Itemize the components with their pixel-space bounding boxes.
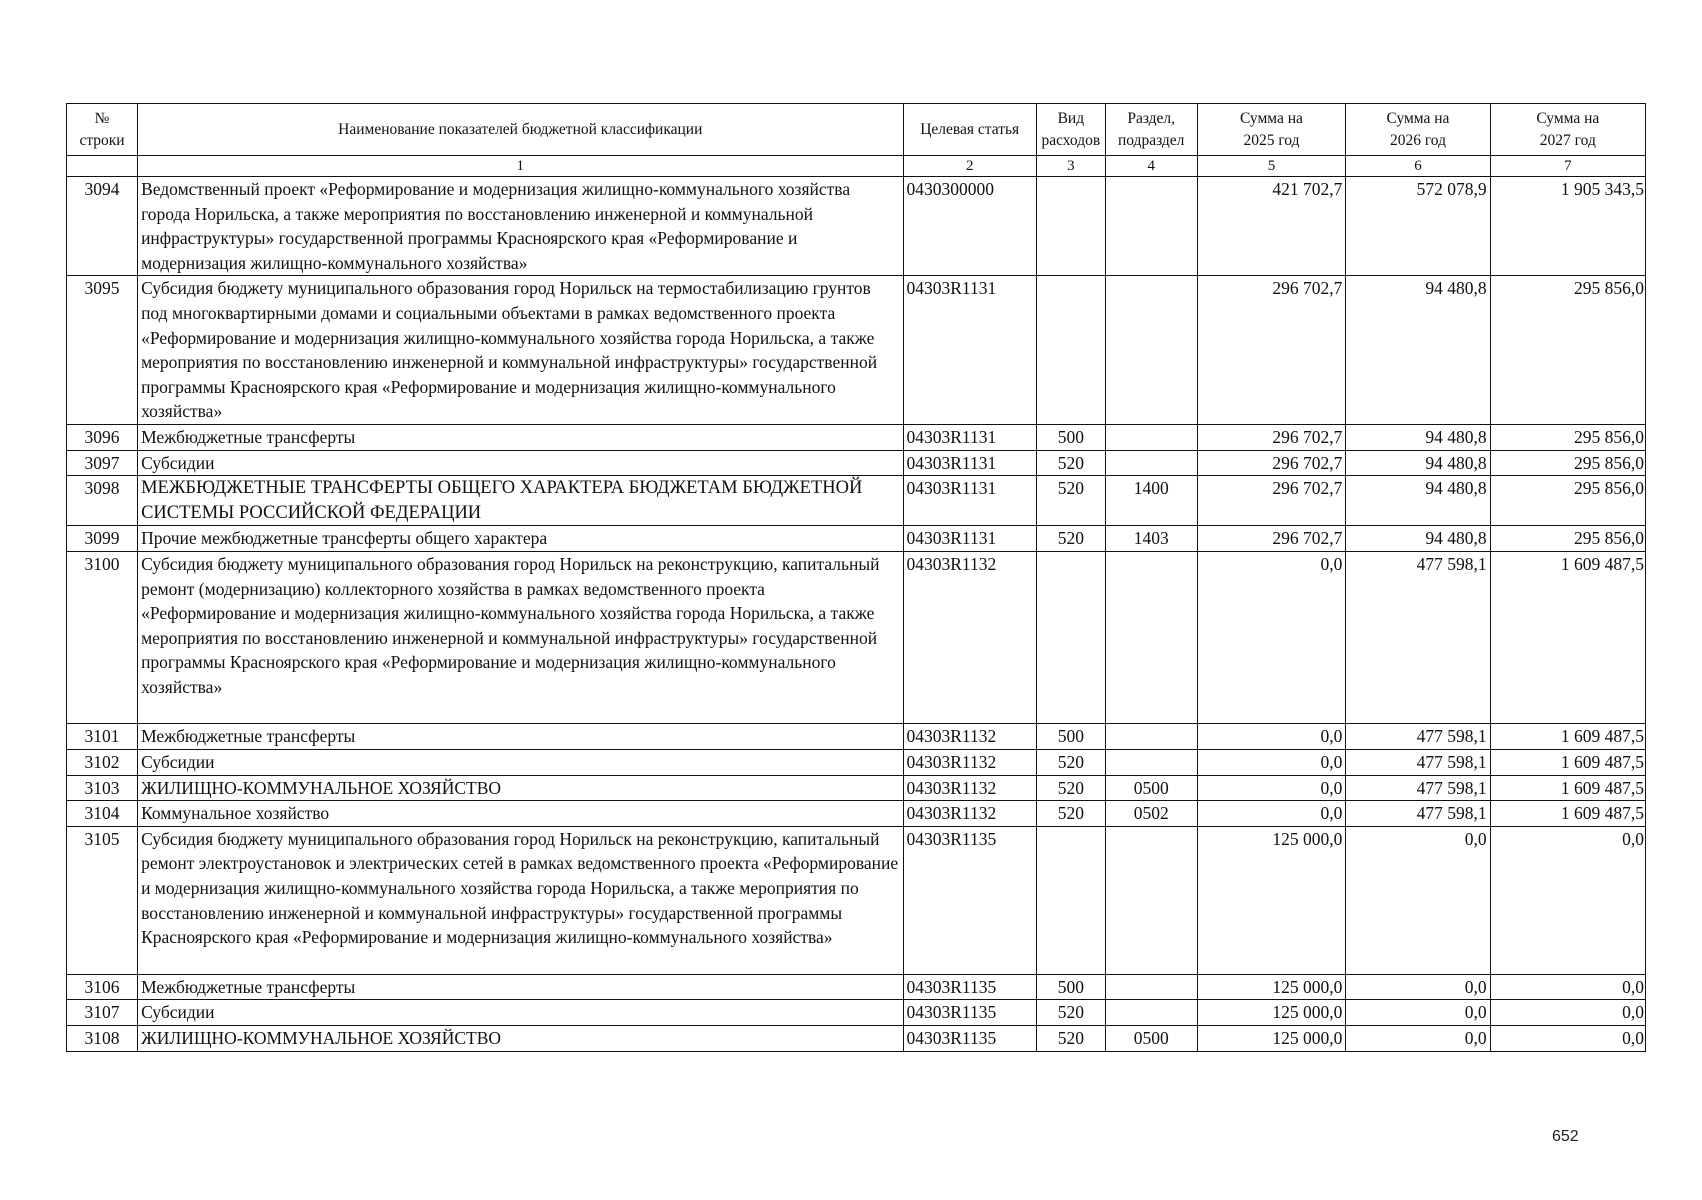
row-number: 3102	[67, 750, 138, 776]
row-target-article: 04303R1135	[903, 1026, 1036, 1052]
row-name: Межбюджетные трансферты	[138, 424, 903, 450]
row-number: 3104	[67, 801, 138, 827]
header-expense-type-bottom: расходов	[1041, 131, 1101, 149]
row-sum-2025: 0,0	[1197, 750, 1346, 776]
column-number-row	[67, 156, 1646, 177]
header-target-article: Целевая статья	[903, 104, 1036, 156]
row-sum-2027: 295 856,0	[1490, 476, 1645, 526]
row-sum-2026: 0,0	[1346, 1000, 1490, 1026]
table-row	[67, 724, 1646, 750]
table-row	[67, 177, 1646, 276]
row-section	[1105, 424, 1197, 450]
row-sum-2026: 477 598,1	[1346, 724, 1490, 750]
column-number: 4	[1105, 156, 1197, 177]
row-sum-2025: 296 702,7	[1197, 476, 1346, 526]
row-sum-2025: 125 000,0	[1197, 1026, 1346, 1052]
header-sum-2025-top: Сумма на	[1239, 109, 1303, 127]
row-sum-2027: 1 905 343,5	[1490, 177, 1645, 276]
row-sum-2025: 296 702,7	[1197, 424, 1346, 450]
table-row	[67, 526, 1646, 552]
table-row	[67, 450, 1646, 476]
column-number	[67, 156, 138, 177]
table-row	[67, 1000, 1646, 1026]
row-target-article: 04303R1135	[903, 1000, 1036, 1026]
row-section	[1105, 724, 1197, 750]
row-number: 3095	[67, 276, 138, 425]
row-sum-2027: 295 856,0	[1490, 526, 1645, 552]
row-sum-2026: 0,0	[1346, 826, 1490, 974]
row-expense-type: 500	[1036, 424, 1105, 450]
header-row-no	[67, 104, 138, 156]
row-name: Прочие межбюджетные трансферты общего характера	[138, 526, 903, 552]
row-number: 3098	[67, 476, 138, 526]
row-target-article: 04303R1132	[903, 801, 1036, 827]
row-section	[1105, 551, 1197, 724]
table-row	[67, 276, 1646, 425]
row-sum-2026: 0,0	[1346, 1026, 1490, 1052]
row-sum-2027: 295 856,0	[1490, 450, 1645, 476]
row-section: 0502	[1105, 801, 1197, 827]
row-target-article: 04303R1131	[903, 526, 1036, 552]
row-target-article: 04303R1131	[903, 276, 1036, 425]
row-expense-type	[1036, 826, 1105, 974]
row-expense-type: 520	[1036, 526, 1105, 552]
row-sum-2026: 477 598,1	[1346, 551, 1490, 724]
table-row	[67, 750, 1646, 776]
header-sum-2025-bottom: 2025 год	[1243, 131, 1300, 149]
row-section: 1400	[1105, 476, 1197, 526]
header-row-no-bottom: строки	[79, 131, 125, 149]
header-sum-2026-bottom: 2026 год	[1389, 131, 1446, 149]
row-sum-2026: 94 480,8	[1346, 424, 1490, 450]
row-name: Ведомственный проект «Реформирование и модернизация жилищно-коммунального хозяйства города Норильска, а также мероприятия по восстановлению инженерной и коммунальной инфраструктуры» государственной программы Красноярского края «Реформирование и модернизация жилищно-коммунального хозяйства»	[138, 177, 903, 276]
row-number: 3101	[67, 724, 138, 750]
row-sum-2027: 0,0	[1490, 974, 1645, 1000]
table-row	[67, 801, 1646, 827]
header-section-top: Раздел,	[1127, 109, 1176, 127]
row-sum-2027: 1 609 487,5	[1490, 724, 1645, 750]
budget-table	[66, 103, 1646, 1052]
row-number: 3099	[67, 526, 138, 552]
table-row	[67, 775, 1646, 801]
row-section: 1403	[1105, 526, 1197, 552]
row-sum-2025: 0,0	[1197, 775, 1346, 801]
row-target-article: 04303R1132	[903, 775, 1036, 801]
row-name: Субсидия бюджету муниципального образования город Норильск на термостабилизацию грунтов под многоквартирными домами и социальными объектами в рамках ведомственного проекта «Реформирование и модернизация жилищно-коммунального хозяйства города Норильска, а также мероприятия по восстановлению инженерной и коммунальной инфраструктуры» государственной программы Красноярского края «Реформирование и модернизация жилищно-коммунального хозяйства»	[138, 276, 903, 425]
row-name: ЖИЛИЩНО-КОММУНАЛЬНОЕ ХОЗЯЙСТВО	[138, 1026, 903, 1052]
row-number: 3107	[67, 1000, 138, 1026]
row-name: Субсидия бюджету муниципального образования город Норильск на реконструкцию, капитальный ремонт (модернизацию) коллекторного хозяйства в рамках ведомственного проекта «Реформирование и модернизация жилищно-коммунального хозяйства города Норильска, а также мероприятия по восстановлению инженерной и коммунальной инфраструктуры» государственной программы Красноярского края «Реформирование и модернизация жилищно-коммунального хозяйства»	[138, 551, 903, 724]
row-number: 3108	[67, 1026, 138, 1052]
row-name: МЕЖБЮДЖЕТНЫЕ ТРАНСФЕРТЫ ОБЩЕГО ХАРАКТЕРА БЮДЖЕТАМ БЮДЖЕТНОЙ СИСТЕМЫ РОССИЙСКОЙ ФЕДЕРАЦИИ	[138, 476, 903, 526]
row-section: 0500	[1105, 1026, 1197, 1052]
column-number: 7	[1490, 156, 1645, 177]
row-sum-2026: 94 480,8	[1346, 450, 1490, 476]
row-target-article: 04303R1132	[903, 551, 1036, 724]
table-row	[67, 476, 1646, 526]
row-target-article: 04303R1131	[903, 424, 1036, 450]
table-row	[67, 424, 1646, 450]
column-number: 6	[1346, 156, 1490, 177]
row-sum-2025: 296 702,7	[1197, 526, 1346, 552]
row-target-article: 04303R1135	[903, 974, 1036, 1000]
table-header-row	[67, 104, 1646, 156]
row-sum-2026: 0,0	[1346, 974, 1490, 1000]
header-expense-type-top: Вид	[1057, 109, 1085, 127]
row-number: 3106	[67, 974, 138, 1000]
row-sum-2025: 296 702,7	[1197, 276, 1346, 425]
page-number: 652	[1552, 1128, 1579, 1145]
row-expense-type: 520	[1036, 450, 1105, 476]
row-name: Межбюджетные трансферты	[138, 974, 903, 1000]
row-number: 3100	[67, 551, 138, 724]
row-sum-2026: 94 480,8	[1346, 476, 1490, 526]
row-expense-type: 500	[1036, 724, 1105, 750]
row-name: Субсидия бюджету муниципального образования город Норильск на реконструкцию, капитальный ремонт электроустановок и электрических сетей в рамках ведомственного проекта «Реформирование и модернизация жилищно-коммунального хозяйства города Норильска, а также мероприятия по восстановлению инженерной и коммунальной инфраструктуры» государственной программы Красноярского края «Реформирование и модернизация жилищно-коммунального хозяйства»	[138, 826, 903, 974]
header-sum-2026-top: Сумма на	[1386, 109, 1450, 127]
row-number: 3105	[67, 826, 138, 974]
row-expense-type: 520	[1036, 476, 1105, 526]
row-expense-type	[1036, 276, 1105, 425]
row-sum-2027: 1 609 487,5	[1490, 750, 1645, 776]
row-sum-2026: 94 480,8	[1346, 526, 1490, 552]
row-sum-2025: 0,0	[1197, 801, 1346, 827]
row-sum-2026: 477 598,1	[1346, 775, 1490, 801]
column-number: 3	[1036, 156, 1105, 177]
row-section	[1105, 177, 1197, 276]
row-sum-2027: 0,0	[1490, 1026, 1645, 1052]
row-expense-type: 520	[1036, 801, 1105, 827]
row-section	[1105, 974, 1197, 1000]
row-sum-2027: 1 609 487,5	[1490, 551, 1645, 724]
row-sum-2026: 477 598,1	[1346, 750, 1490, 776]
row-sum-2025: 296 702,7	[1197, 450, 1346, 476]
table-row	[67, 974, 1646, 1000]
header-name: Наименование показателей бюджетной классификации	[138, 104, 903, 156]
header-section	[1105, 104, 1197, 156]
row-sum-2027: 295 856,0	[1490, 424, 1645, 450]
row-sum-2025: 125 000,0	[1197, 974, 1346, 1000]
table-body	[67, 156, 1646, 1052]
row-sum-2026: 572 078,9	[1346, 177, 1490, 276]
row-number: 3094	[67, 177, 138, 276]
row-section	[1105, 276, 1197, 425]
header-section-bottom: подраздел	[1117, 131, 1185, 149]
row-sum-2025: 421 702,7	[1197, 177, 1346, 276]
row-expense-type: 520	[1036, 1000, 1105, 1026]
row-expense-type	[1036, 177, 1105, 276]
header-sum-2027	[1490, 104, 1645, 156]
row-name: Коммунальное хозяйство	[138, 801, 903, 827]
row-name: Субсидии	[138, 750, 903, 776]
row-target-article: 04303R1131	[903, 450, 1036, 476]
header-expense-type	[1036, 104, 1105, 156]
row-sum-2027: 0,0	[1490, 826, 1645, 974]
row-section: 0500	[1105, 775, 1197, 801]
row-number: 3103	[67, 775, 138, 801]
header-sum-2027-top: Сумма на	[1536, 109, 1600, 127]
table-row	[67, 1026, 1646, 1052]
row-name: Межбюджетные трансферты	[138, 724, 903, 750]
header-sum-2025	[1197, 104, 1346, 156]
row-section	[1105, 826, 1197, 974]
row-name: Субсидии	[138, 1000, 903, 1026]
row-sum-2025: 0,0	[1197, 724, 1346, 750]
row-sum-2027: 0,0	[1490, 1000, 1645, 1026]
row-number: 3096	[67, 424, 138, 450]
header-sum-2027-bottom: 2027 год	[1539, 131, 1596, 149]
table-row	[67, 826, 1646, 974]
row-target-article: 04303R1132	[903, 750, 1036, 776]
row-target-article: 04303R1131	[903, 476, 1036, 526]
row-name: Субсидии	[138, 450, 903, 476]
header-row-no-top: №	[94, 109, 110, 127]
header-sum-2026	[1346, 104, 1490, 156]
column-number: 1	[138, 156, 903, 177]
row-sum-2026: 94 480,8	[1346, 276, 1490, 425]
row-section	[1105, 750, 1197, 776]
row-expense-type: 520	[1036, 750, 1105, 776]
row-expense-type: 500	[1036, 974, 1105, 1000]
column-number: 2	[903, 156, 1036, 177]
row-section	[1105, 450, 1197, 476]
row-sum-2025: 125 000,0	[1197, 826, 1346, 974]
row-expense-type	[1036, 551, 1105, 724]
row-expense-type: 520	[1036, 1026, 1105, 1052]
row-sum-2025: 125 000,0	[1197, 1000, 1346, 1026]
row-sum-2026: 477 598,1	[1346, 801, 1490, 827]
row-target-article: 04303R1135	[903, 826, 1036, 974]
row-sum-2027: 1 609 487,5	[1490, 775, 1645, 801]
row-section	[1105, 1000, 1197, 1026]
row-sum-2027: 1 609 487,5	[1490, 801, 1645, 827]
row-number: 3097	[67, 450, 138, 476]
row-sum-2027: 295 856,0	[1490, 276, 1645, 425]
row-target-article: 04303R1132	[903, 724, 1036, 750]
row-expense-type: 520	[1036, 775, 1105, 801]
row-sum-2025: 0,0	[1197, 551, 1346, 724]
row-target-article: 0430300000	[903, 177, 1036, 276]
column-number: 5	[1197, 156, 1346, 177]
row-name: ЖИЛИЩНО-КОММУНАЛЬНОЕ ХОЗЯЙСТВО	[138, 775, 903, 801]
table-row	[67, 551, 1646, 724]
